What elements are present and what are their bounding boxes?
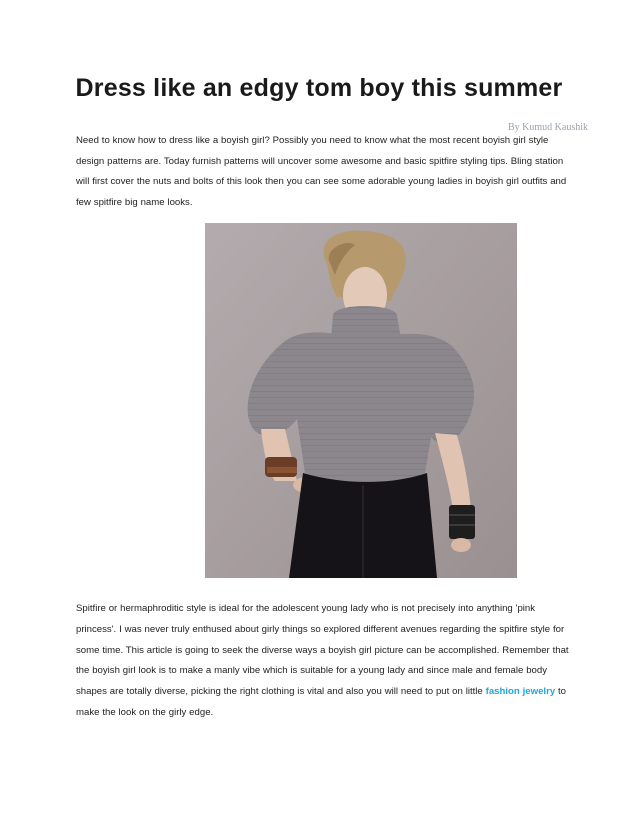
fashion-jewelry-link[interactable]: fashion jewelry (485, 686, 556, 698)
body-paragraph (76, 599, 572, 724)
author-byline: By Kumud Kaushik (508, 122, 588, 133)
intro-paragraph: Need to know how to dress like a boyish girl? Possibly you need to know what the most recent boyish girl style design patterns are. Today furnish patterns will uncover some awesome and basic spitfire styling tips. Bling station will first cover the nuts and bolts of this look then you can see some adorable young ladies in boyish girl outfits and few spitfire big name looks. (76, 135, 567, 208)
body-text-lead: Spitfire or hermaphroditic style is ideal for the adolescent young lady who is not precisely into anything 'pink princess'. I was never truly enthused about girly things so explored different avenues regarding the spitfire style for some time. This article is going to seek the diverse ways a boyish girl picture can be accomplished. Remember that the boyish girl look is to make a manly vibe which is suitable for a young lady and since male and female body shapes are totally diverse, picking the right clothing is vital and also you will need to put on little (76, 603, 569, 698)
cuff-bracelet-right (449, 505, 475, 539)
body-text-tail: to make the look on the girly edge. (76, 686, 567, 718)
page-title: Dress like an edgy tom boy this summer (75, 74, 563, 102)
fashion-model-photo (205, 223, 517, 578)
